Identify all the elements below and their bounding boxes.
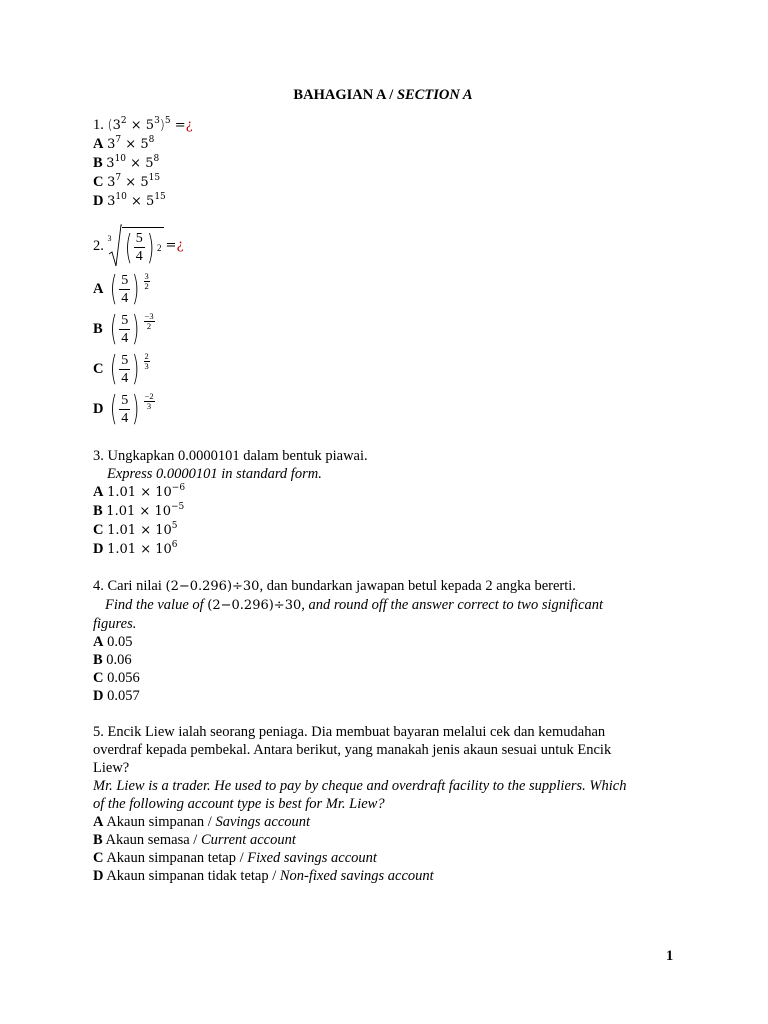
section-title-en: SECTION A <box>396 87 473 103</box>
q5-option-c: C Akaun simpanan tetap / Fixed savings account <box>93 850 377 866</box>
q5-stem-ms-1: 5. Encik Liew ialah seorang peniaga. Dia membuat bayaran melalui cek dan kemudahan <box>93 724 606 740</box>
q1-option-a: A $3^7 \times 5^8$ <box>93 135 155 152</box>
q2-option-d: D ( $\frac{5}{4}$ ) −2 3 <box>93 389 154 429</box>
q5-option-b: B Akaun semasa / Current account <box>93 832 296 848</box>
q5-option-d: D Akaun simpanan tidak tetap / Non-fixed savings account <box>93 868 434 884</box>
q2-cube-root: 3 ( $\frac{5}{4}$ ) 2 <box>108 224 164 268</box>
q1-option-b: B $3^{10} \times 5^8$ <box>93 154 160 171</box>
q3-option-a: A $1.01 \times 10^{-6}$ <box>93 483 186 500</box>
q4-option-d: D 0.057 <box>93 688 140 704</box>
q3-option-d: D $1.01 \times 10^6$ <box>93 540 178 557</box>
question-3 <box>93 447 673 559</box>
q3-option-b: B $1.01 \times 10^{-5}$ <box>93 502 185 519</box>
question-4 <box>93 577 673 705</box>
question-2 <box>93 223 673 429</box>
q5-option-a: A Akaun simpanan / Savings account <box>93 814 311 830</box>
q1-expression: $(3^2 \times 5^3)^5$ =¿ <box>107 116 193 133</box>
q5-stem-en-2: of the following account type is best for Mr. Liew? <box>93 796 385 812</box>
question-1 <box>93 116 673 211</box>
q2-option-a: A ( $\frac{5}{4}$ ) 3 2 <box>93 269 149 309</box>
q4-stem-en: Find the value of (2−0.296)÷30, and round off the answer correct to two significant <box>105 597 604 613</box>
q4-stem-ms: 4. Cari nilai (2−0.296)÷30, dan bundarkan jawapan betul kepada 2 angka bererti. <box>93 578 576 594</box>
question-5 <box>93 723 673 885</box>
q5-stem-en-1: Mr. Liew is a trader. He used to pay by cheque and overdraft facility to the suppliers. Which <box>93 778 627 794</box>
q2-option-b: B ( $\frac{5}{4}$ ) −3 2 <box>93 309 154 349</box>
q1-option-c: C $3^7 \times 5^{15}$ <box>93 173 161 190</box>
q5-stem-ms-2: overdraf kepada pembekal. Antara berikut, yang manakah jenis akaun sesuai untuk Encik <box>93 742 612 758</box>
q1-stem <box>93 116 673 135</box>
section-title <box>93 86 673 104</box>
q2-number: 2. <box>93 238 104 254</box>
q4-option-c: C 0.056 <box>93 670 140 686</box>
q4-stem-en-cont: figures. <box>93 616 137 632</box>
q3-option-c: C $1.01 \times 10^5$ <box>93 521 178 538</box>
q1-option-d: D $3^{10} \times 5^{15}$ <box>93 192 166 209</box>
page-number: 1 <box>666 948 674 964</box>
q2-option-c: C ( $\frac{5}{4}$ ) 2 3 <box>93 349 149 389</box>
q3-stem-en: Express 0.0000101 in standard form. <box>107 466 322 482</box>
exam-page <box>93 86 673 903</box>
q4-option-b: B 0.06 <box>93 652 132 668</box>
q3-stem-ms: 3. Ungkapkan 0.0000101 dalam bentuk piawai. <box>93 448 368 464</box>
q4-option-a: A 0.05 <box>93 634 133 650</box>
section-title-ms: BAHAGIAN A / <box>293 87 397 103</box>
q5-stem-ms-3: Liew? <box>93 760 130 776</box>
q2-stem: 2. 3 ( $\frac{5}{4}$ ) 2 = ¿ <box>93 223 673 269</box>
q1-number: 1. <box>93 117 104 133</box>
